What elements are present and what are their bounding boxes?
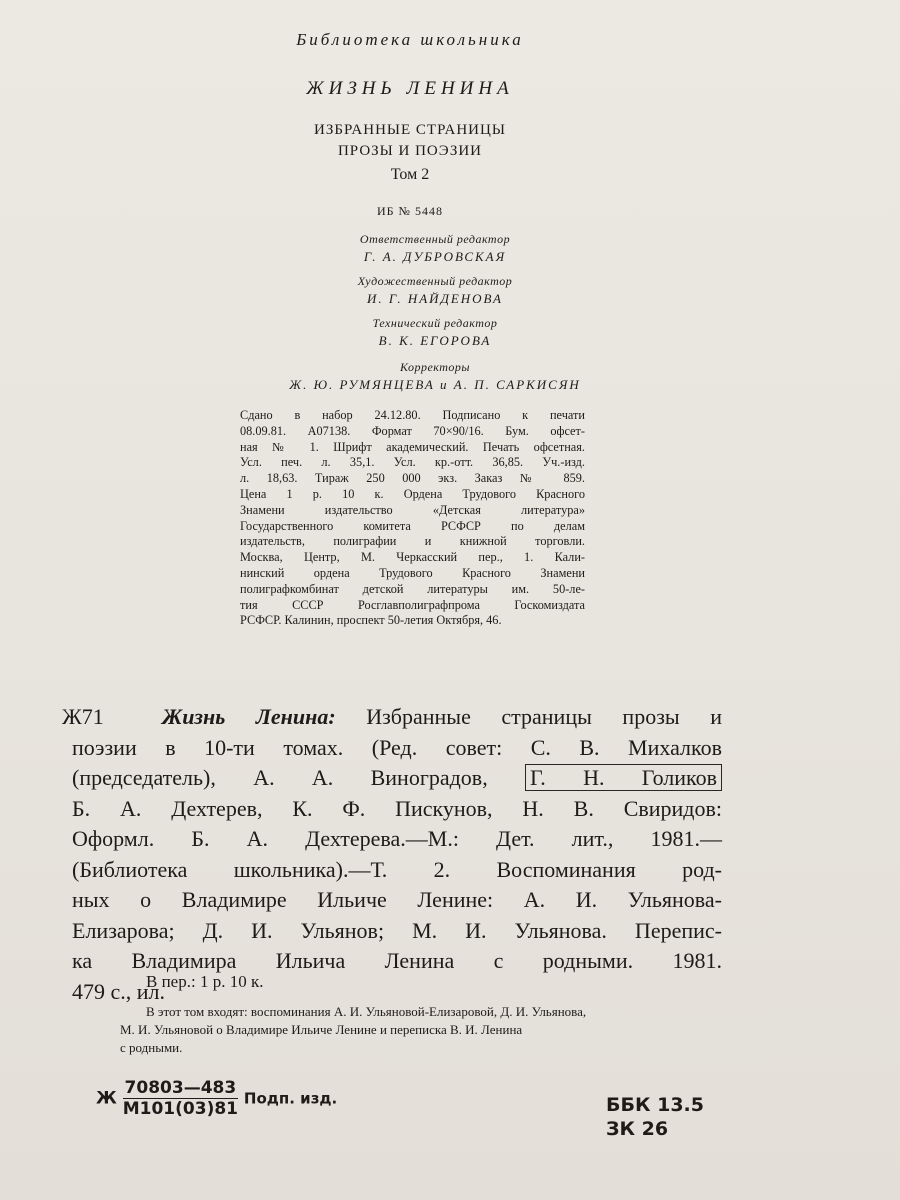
catalog-line: 479 с., ил. — [72, 978, 166, 1004]
catalog-title: Жизнь Ленина: — [162, 704, 336, 729]
catalog-line: Б. А. Дехтерев, К. Ф. Пискунов, Н. В. Свиридов: — [72, 795, 722, 821]
volume-number: Том 2 — [390, 166, 430, 183]
book-subtitle — [0, 120, 820, 162]
subtitle-line: ИЗБРАННЫЕ СТРАНИЦЫ — [314, 122, 506, 138]
credit-name: Ж. Ю. РУМЯНЦЕВА и А. П. САРКИСЯН — [289, 377, 581, 392]
imprint-line: Цена 1 р. 10 к. Ордена Трудового Красного — [240, 486, 585, 501]
catalog-text: (председатель), А. А. Виноградов, — [72, 765, 526, 790]
code-fraction — [123, 1078, 238, 1119]
credit-proofreaders — [240, 358, 630, 393]
note-line: с родными. — [120, 1040, 183, 1055]
credit-role: Корректоры — [399, 360, 471, 374]
catalog-line — [72, 763, 722, 794]
catalog-text: Избранные страницы прозы и — [335, 704, 722, 729]
catalog-line: Оформл. Б. А. Дехтерева.—М.: Дет. лит., 1981.— — [72, 826, 722, 851]
imprint-line: РСФСР. Калинин, проспект 50-летия Октября, 46. — [240, 613, 502, 628]
publication-code — [96, 1078, 337, 1119]
price-line: В пер.: 1 р. 10 к. — [146, 972, 264, 991]
bbk-classification — [606, 1093, 704, 1141]
book-title: ЖИЗНЬ ЛЕНИНА — [306, 78, 514, 99]
imprint-line: издательств, полиграфии и книжной торговли. — [240, 534, 585, 549]
imprint-line: л. 18,63. Тираж 250 000 экз. Заказ № 859. — [240, 471, 585, 486]
credit-role: Технический редактор — [372, 316, 498, 330]
subtitle-line: ПРОЗЫ И ПОЭЗИИ — [337, 143, 483, 159]
catalog-code: Ж71 — [62, 704, 104, 729]
catalog-line: (Библиотека школьника).—Т. 2. Воспоминания род- — [72, 856, 722, 882]
credit-role: Художественный редактор — [357, 274, 513, 288]
imprint-line: Государственного комитета РСФСР по делам — [240, 518, 585, 533]
credit-art-editor — [245, 272, 625, 307]
imprint-line: Знамени издательство «Детская литература» — [240, 502, 585, 517]
credit-name: В. К. ЕГОРОВА — [378, 333, 492, 348]
imprint-block — [240, 408, 585, 629]
imprint-line: тия СССР Росглавполиграфпрома Госкомиздата — [240, 597, 585, 612]
imprint-line: полиграфкомбинат детской литературы им. 50-ле- — [240, 581, 585, 596]
bbk-line: ЗК 26 — [606, 1118, 669, 1140]
catalog-card — [62, 702, 722, 1007]
catalog-line: Елизарова; Д. И. Ульянов; М. И. Ульянова. Перепис- — [72, 917, 722, 943]
highlighted-name-box: Г. Н. Голиков — [525, 764, 722, 791]
note-line: В этот том входят: воспоминания А. И. Ульяновой-Елизаровой, Д. И. Ульянова, — [146, 1004, 587, 1019]
catalog-line: поэзии в 10-ти томах. (Ред. совет: С. В. Михалков — [72, 734, 722, 760]
imprint-line: 08.09.81. А07138. Формат 70×90/16. Бум. офсет- — [240, 423, 585, 438]
volume-contents-note — [120, 1003, 720, 1057]
bbk-line: ББК 13.5 — [606, 1094, 704, 1116]
credit-tech-editor — [245, 314, 625, 349]
credit-name: Г. А. ДУБРОВСКАЯ — [363, 249, 507, 264]
code-prefix: Ж — [96, 1088, 117, 1109]
series-name: Библиотека школьника — [296, 30, 524, 49]
code-suffix: Подп. изд. — [243, 1089, 338, 1108]
imprint-line: Сдано в набор 24.12.80. Подписано к печати — [240, 408, 585, 422]
note-line: М. И. Ульяновой о Владимире Ильиче Ленине и переписка В. И. Ленина — [120, 1022, 523, 1037]
catalog-line — [162, 702, 722, 733]
credit-responsible-editor — [245, 230, 625, 265]
imprint-line: нинский ордена Трудового Красного Знамени — [240, 565, 585, 580]
ib-number: ИБ № 5448 — [376, 204, 443, 218]
credit-name: И. Г. НАЙДЕНОВА — [367, 291, 503, 306]
credit-role: Ответственный редактор — [359, 232, 511, 246]
catalog-line: ных о Владимире Ильиче Ленине: А. И. Ульянова- — [72, 887, 722, 912]
catalog-line: ка Владимира Ильича Ленина с родными. 1981. — [72, 948, 722, 973]
imprint-line: Усл. печ. л. 35,1. Усл. кр.-отт. 36,85. Уч.-изд. — [240, 455, 585, 470]
code-numerator: 70803—483 — [124, 1078, 237, 1098]
code-denominator: М101(03)81 — [122, 1099, 238, 1119]
imprint-line: Москва, Центр, М. Черкасский пер., 1. Кали- — [240, 550, 585, 565]
imprint-line: ная № 1. Шрифт академический. Печать офсетная. — [240, 439, 585, 454]
